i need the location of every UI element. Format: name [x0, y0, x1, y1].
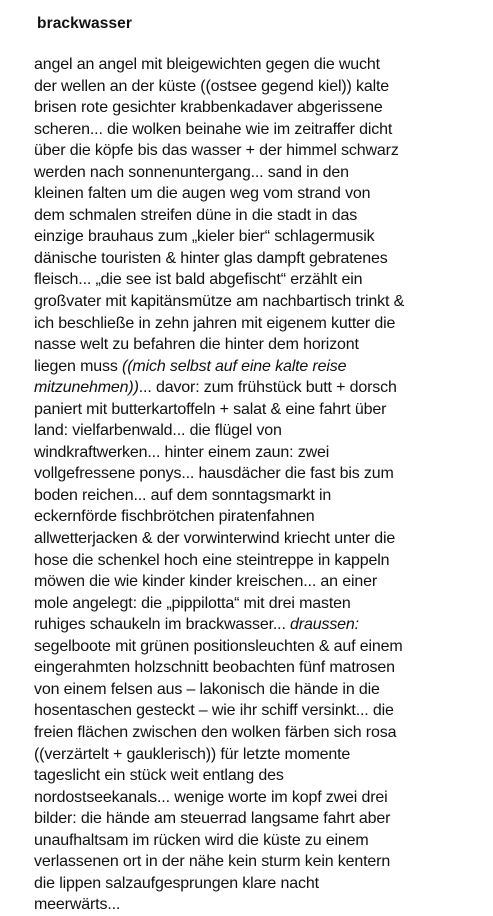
poem-line [34, 377, 493, 399]
poem-line: vollgefressene ponys... hausdächer die fast bis zum [34, 465, 394, 483]
poem-line: windkraftwerken... hinter einem zaun: zwei [34, 443, 330, 461]
poem-line: angel an angel mit bleigewichten gegen die wucht [34, 56, 380, 73]
poem-line: fleisch... „die see ist bald abgefischt“ erzählt ein [34, 271, 363, 289]
poem-line: unaufhaltsam im rücken wird die küste zu einem [34, 831, 369, 849]
poem-line: mole angelegt: die „pippilotta“ mit drei masten [34, 594, 351, 612]
poem-line: dem schmalen streifen düne in die stadt in das [34, 206, 358, 224]
poem-line: hosentaschen gesteckt – wie ihr schiff versinkt... die [34, 702, 394, 720]
poem-line-italic: draussen: [290, 616, 359, 634]
poem-line: land: vielfarbenwald... die flügel von [34, 422, 282, 440]
poem-line: nordostseekanals... wenige worte im kopf zwei drei [34, 788, 388, 806]
poem-line: von einem felsen aus – lakonisch die hände in die [34, 680, 380, 698]
poem-line: die lippen salzaufgesprungen klare nacht [34, 874, 319, 892]
poem-line: eingerahmten holzschnitt beobachten fünf matrosen [34, 659, 395, 677]
poem-line: bilder: die hände am steuerrad langsame fahrt aber [34, 810, 391, 828]
poem-line: segelboote mit grünen positionsleuchten & auf einem [34, 637, 403, 655]
poem-line: verlassenen ort in der nähe kein sturm kein kentern [34, 853, 391, 871]
poem-body [34, 54, 493, 916]
poem-line: tageslicht ein stück weit entlang des [34, 767, 284, 785]
poem-line: hose die schenkel hoch eine steintreppe in kappeln [34, 551, 390, 569]
poem-line-text: liegen muss [34, 357, 123, 375]
poem-line: der wellen an der küste ((ostsee gegend kiel)) kalte [34, 77, 390, 95]
poem-line: scheren... die wolken beinahe wie im zeitraffer dicht [34, 120, 393, 138]
poem-line: ((verzärtelt + gauklerisch)) für letzte momente [34, 745, 351, 763]
poem-line: paniert mit butterkartoffeln + salat & eine fahrt über [34, 400, 387, 418]
poem-line: meerwärts... [34, 896, 121, 914]
poem-line [34, 614, 493, 636]
poem-line: ich beschließe in zehn jahren mit eigenem kutter die [34, 314, 396, 332]
poem-line-text: ruhiges schaukeln im brackwasser... [34, 616, 291, 634]
poem-line: einzige brauhaus zum „kieler bier“ schlagermusik [34, 228, 375, 246]
poem-line [34, 356, 493, 378]
poem-line: nasse welt zu befahren die hinter dem horizont [34, 336, 359, 354]
poem-line: großvater mit kapitänsmütze am nachbartisch trinkt & [34, 293, 405, 311]
poem-line: freien flächen zwischen den wolken färben sich rosa [34, 723, 397, 741]
poem-line-text: ... davor: zum frühstück butt + dorsch [138, 379, 397, 397]
poem-line: über die köpfe bis das wasser + der himmel schwarz [34, 142, 399, 160]
poem-line: werden nach sonnenuntergang... sand in den [34, 163, 349, 181]
poem-line-italic: ((mich selbst auf eine kalte reise [122, 357, 347, 375]
poem-line: kleinen falten um die augen weg vom strand von [34, 185, 371, 203]
poem-line: brisen rote gesichter krabbenkadaver abgerissene [34, 99, 383, 117]
poem-line: eckernförde fischbrötchen piratenfahnen [34, 508, 315, 526]
poem-line: allwetterjacken & der vorwinterwind kriecht unter die [34, 530, 396, 548]
poem-line-italic: mitzunehmen)) [34, 379, 139, 397]
poem-line: möwen die wie kinder kinder kreischen... an einer [34, 573, 378, 591]
poem-line: dänische touristen & hinter glas dampft gebratenes [34, 249, 388, 267]
poem-line: boden reichen... auf dem sonntagsmarkt in [34, 486, 332, 504]
poem-title: brackwasser [37, 15, 133, 32]
